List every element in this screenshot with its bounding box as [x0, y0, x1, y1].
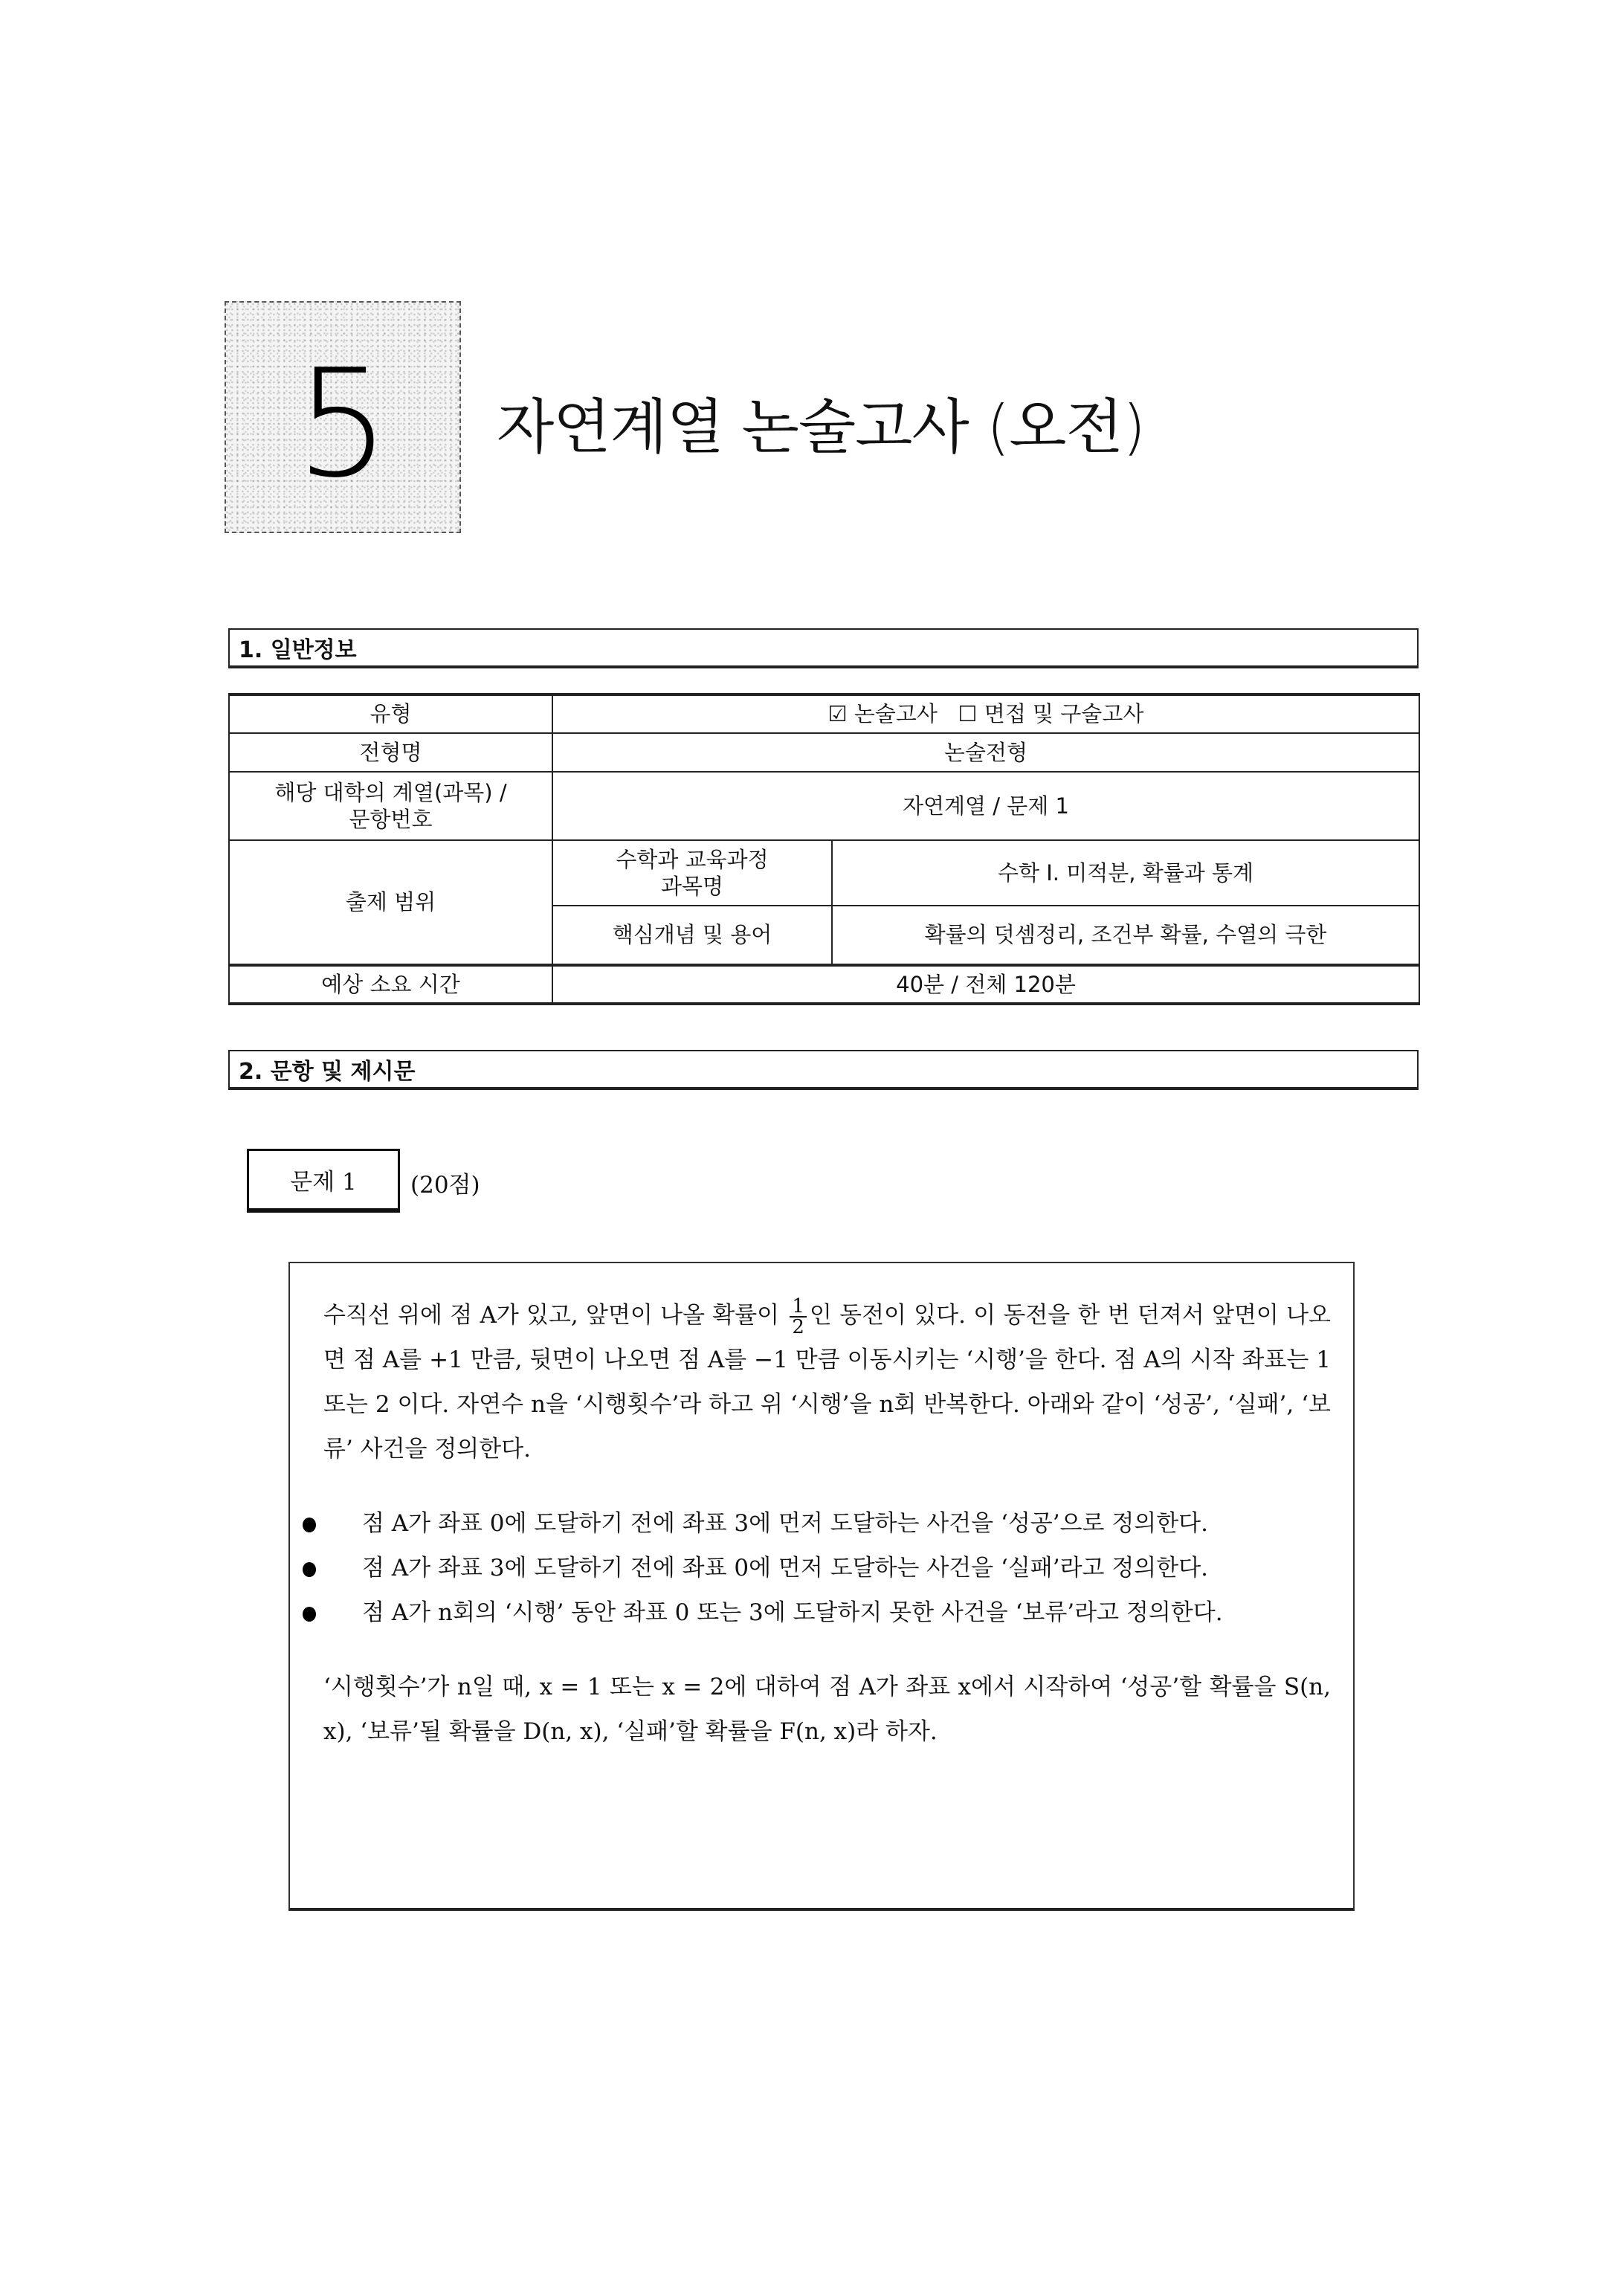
- row-label: 해당 대학의 계열(과목) / 문항번호: [229, 772, 552, 840]
- row-value: 40분 / 전체 120분: [552, 965, 1419, 1004]
- list-item: 점 A가 좌표 3에 도달하기 전에 좌표 0에 먼저 도달하는 사건을 ‘실패’라고 정의한다.: [323, 1546, 1331, 1590]
- list-item: 점 A가 좌표 0에 도달하기 전에 좌표 3에 먼저 도달하는 사건을 ‘성공’으로 정의한다.: [323, 1501, 1331, 1546]
- bullet-icon: [303, 1607, 316, 1622]
- problem-intro: 수직선 위에 점 A가 있고, 앞면이 나올 확률이 $\frac{1}{2}$ 인 동전이 있다. 이 동전을 한 번 던져서 앞면이 나오면 점 A를 +1 만큼, 뒷면이 나오면 점 A를 −1 만큼 이동시키는 ‘시행’을 한다. 점 A의 시작 좌표는 1 또는 2 이다. 자연수 n을 ‘시행횟수’라 하고 위 ‘시행’을 n회 반복한다. 아래와 같이 ‘성공’, ‘실패’, ‘보류’ 사건을 정의한다.: [323, 1294, 1331, 1463]
- bullet-icon: [303, 1518, 316, 1532]
- problem-label: 문제 1: [247, 1149, 400, 1213]
- row-label: 출제 범위: [229, 840, 552, 965]
- chapter-title: 자연계열 논술고사 (오전): [497, 393, 1146, 462]
- sub-label: 핵심개념 및 용어: [552, 906, 832, 965]
- checkbox-unchecked-interview: ☐ 면접 및 구술고사: [958, 701, 1144, 727]
- fraction-one-half: $\frac{1}{2}$: [790, 1297, 807, 1337]
- list-item: 점 A가 n회의 ‘시행’ 동안 좌표 0 또는 3에 도달하지 못한 사건을 ‘보류’라고 정의한다.: [323, 1590, 1331, 1635]
- bullet-icon: [303, 1562, 316, 1577]
- event-definitions-list: [323, 1501, 1331, 1635]
- row-label: 전형명: [229, 733, 552, 772]
- sub-value: 확률의 덧셈정리, 조건부 확률, 수열의 극한: [832, 906, 1419, 965]
- general-info-table: [228, 693, 1420, 1005]
- sub-label: 수학과 교육과정 과목명: [552, 840, 832, 906]
- row-label: 예상 소요 시간: [229, 965, 552, 1004]
- row-value: 자연계열 / 문제 1: [552, 772, 1419, 840]
- problem-points: (20점): [410, 1172, 480, 1199]
- table-row: [229, 733, 1419, 772]
- sub-value: 수학 Ⅰ. 미적분, 확률과 통계: [832, 840, 1419, 906]
- row-value: 논술전형: [552, 733, 1419, 772]
- checkbox-checked-essay: ☑ 논술고사: [827, 701, 938, 727]
- chapter-number-box: [225, 301, 461, 533]
- row-label: 유형: [229, 694, 552, 733]
- section-header-questions: [228, 1050, 1419, 1090]
- section-header-general-info: [228, 628, 1419, 668]
- chapter-number: 5: [295, 338, 390, 511]
- section-title: 1. 일반정보: [239, 637, 357, 663]
- table-row: [229, 840, 1419, 906]
- table-row: [229, 965, 1419, 1004]
- section-title: 2. 문항 및 제시문: [239, 1059, 416, 1085]
- table-row: [229, 694, 1419, 733]
- table-row: [229, 772, 1419, 840]
- problem-closing: ‘시행횟수’가 n일 때, x = 1 또는 x = 2에 대하여 점 A가 좌표 x에서 시작하여 ‘성공’할 확률을 S(n, x), ‘보류’될 확률을 D(n, x), ‘실패’할 확률을 F(n, x)라 하자.: [323, 1674, 1331, 1745]
- problem-statement-box: [288, 1262, 1355, 1911]
- row-value: [552, 694, 1419, 733]
